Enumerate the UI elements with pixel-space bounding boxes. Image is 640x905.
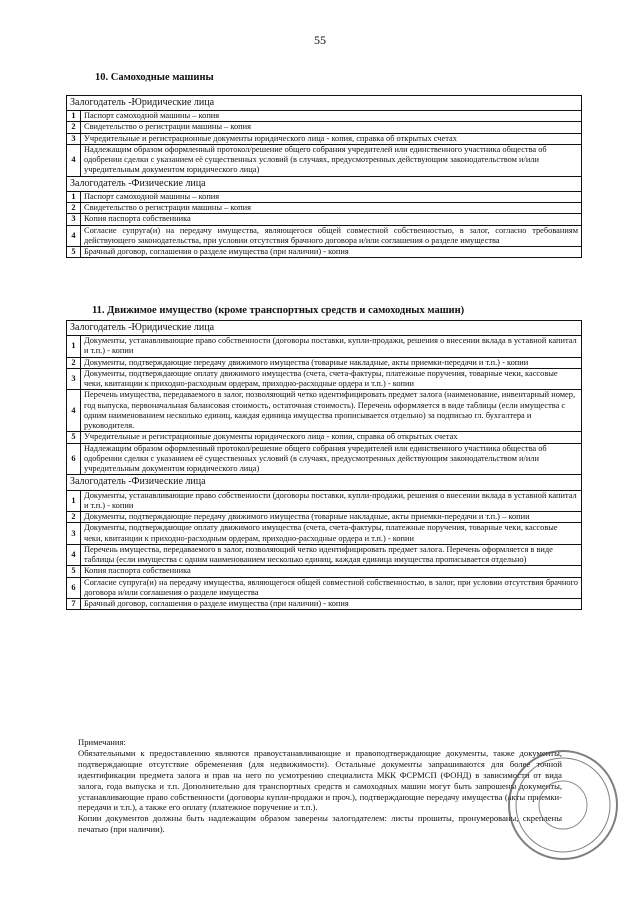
row-number: 1 bbox=[67, 191, 81, 202]
row-number: 3 bbox=[67, 368, 81, 390]
table-row bbox=[67, 122, 582, 133]
row-number: 4 bbox=[67, 544, 81, 566]
table-header-row bbox=[67, 96, 582, 111]
table-row bbox=[67, 512, 582, 523]
individuals-header: Залогодатель -Физические лица bbox=[67, 475, 582, 490]
row-number: 7 bbox=[67, 599, 81, 610]
table-header-row bbox=[67, 176, 582, 191]
table-row bbox=[67, 599, 582, 610]
table-row bbox=[67, 490, 582, 512]
notes-heading: Примечания: bbox=[78, 737, 126, 747]
legal-entities-header: Залогодатель -Юридические лица bbox=[67, 96, 582, 111]
table-row bbox=[67, 368, 582, 390]
row-number: 1 bbox=[67, 490, 81, 512]
table-row bbox=[67, 214, 582, 225]
row-number: 1 bbox=[67, 111, 81, 122]
row-number: 4 bbox=[67, 144, 81, 176]
row-text: Документы, устанавливающие право собственности (договоры поставки, купли-продажи, решения о внесении вклада в уставной капитал и т.п.) - копии bbox=[81, 336, 582, 358]
table-row bbox=[67, 544, 582, 566]
row-text: Согласие супруга(и) на передачу имущества, являющегося общей совместной собственностью, в залог, при условии отсутствия брачного договора и/или соглашения о разделе имущества bbox=[81, 577, 582, 599]
row-text: Документы, подтверждающие передачу движимого имущества (товарные накладные, акты приемки-передачи и т.п.) - копии bbox=[81, 357, 582, 368]
row-number: 3 bbox=[67, 133, 81, 144]
table-row bbox=[67, 247, 582, 258]
row-number: 1 bbox=[67, 336, 81, 358]
row-number: 3 bbox=[67, 214, 81, 225]
row-text: Документы, устанавливающие право собственности (договоры поставки, купли-продажи, решения о внесении вклада в уставной капитал и т.п.) - копии bbox=[81, 490, 582, 512]
notes-paragraph: Обязательными к предоставлению являются правоустанавливающие и правоподтверждающие документы, также документы, подтверждающие отсутствие обременения (для недвижимости). Остальные документы запрашиваются для более точной идентификации предмета залога и прав на него по усмотрению специалиста МКК ФСРМСП (ФОНД) в зависимости от вида залога, года выпуска и т.п. Дополнительно для транспортных средств и самоходных машин могут быть запрошены документы, устанавливающие право собственности (договоры купли-продажи и проч.), подтверждающие передачу имущества (акты приемки-передачи и т.п.), а также его оплату (платежное поручение и т.п.). bbox=[78, 747, 562, 813]
table-header-row bbox=[67, 475, 582, 490]
stamp-seal-icon bbox=[503, 745, 623, 865]
table-header-row bbox=[67, 321, 582, 336]
row-number: 2 bbox=[67, 512, 81, 523]
table-row bbox=[67, 133, 582, 144]
notes-paragraph: Копии документов должны быть надлежащим образом заверены залогодателем: листы прошиты, пронумерованы, скреплены печатью (при наличии). bbox=[78, 813, 562, 835]
row-number: 2 bbox=[67, 357, 81, 368]
row-text: Брачный договор, соглашения о разделе имущества (при наличии) - копия bbox=[81, 599, 582, 610]
row-text: Свидетельство о регистрации машины – копия bbox=[81, 203, 582, 214]
table-row bbox=[67, 203, 582, 214]
page-number: 55 bbox=[314, 33, 326, 47]
table-row bbox=[67, 577, 582, 599]
table-row bbox=[67, 111, 582, 122]
table-row bbox=[67, 566, 582, 577]
legal-entities-header: Залогодатель -Юридические лица bbox=[67, 321, 582, 336]
row-text: Документы, подтверждающие оплату движимого имущества (счета, счета-фактуры, платежные поручения, товарные чеки, кассовые чеки, квитанции к приходно-расходным ордерам, приходно-расходные ордера и т.п.) - копии bbox=[81, 368, 582, 390]
row-text: Свидетельство о регистрации машины – копия bbox=[81, 122, 582, 133]
row-number: 2 bbox=[67, 122, 81, 133]
table-row bbox=[67, 225, 582, 247]
row-number: 5 bbox=[67, 247, 81, 258]
table-row bbox=[67, 336, 582, 358]
row-number: 5 bbox=[67, 566, 81, 577]
row-number: 6 bbox=[67, 443, 81, 475]
row-text: Документы, подтверждающие оплату движимого имущества (счета, счета-фактуры, платежные поручения, товарные чеки, кассовые чеки, квитанции к приходно-расходным ордерам, приходно-расходные ордера и т.п.) - копии bbox=[81, 523, 582, 545]
row-number: 5 bbox=[67, 432, 81, 443]
notes-block bbox=[78, 737, 562, 835]
row-text: Паспорт самоходной машины – копия bbox=[81, 191, 582, 202]
row-text: Согласие супруга(и) на передачу имущества, являющегося общей совместной собственностью, в залог, согласно требованиям действующего законодательства, при условии отсутствия брачного договора и/или соглашения о разделе имущества bbox=[81, 225, 582, 247]
row-text: Документы, подтверждающие передачу движимого имущества (товарные накладные, акты приемки-передачи и т.п.) – копии bbox=[81, 512, 582, 523]
table-row bbox=[67, 443, 582, 475]
row-text: Надлежащим образом оформленный протокол/решение общего собрания учредителей или единственного участника общества об одобрении сделки с указанием её существенных условий (в случаях, предусмотренных действующим законодательством и/или учредительным документом юридического лица) bbox=[81, 443, 582, 475]
row-text: Учредительные и регистрационные документы юридического лица - копия, справка об открытых счетах bbox=[81, 133, 582, 144]
table-row bbox=[67, 357, 582, 368]
row-text: Надлежащим образом оформленный протокол/решение общего собрания учредителей или единственного участника общества об одобрении сделки с указанием её существенных условий (в случаях, предусмотренных действующим законодательством и/или учредительным документом юридического лица) bbox=[81, 144, 582, 176]
individuals-header: Залогодатель -Физические лица bbox=[67, 176, 582, 191]
row-text: Брачный договор, соглашения о разделе имущества (при наличии) - копия bbox=[81, 247, 582, 258]
table-row bbox=[67, 523, 582, 545]
section-11-title: 11. Движимое имущество (кроме транспортных средств и самоходных машин) bbox=[92, 305, 465, 316]
row-text: Учредительные и регистрационные документы юридического лица - копии, справка об открытых счетах bbox=[81, 432, 582, 443]
row-number: 2 bbox=[67, 203, 81, 214]
table-row bbox=[67, 390, 582, 432]
section-10-title: 10. Самоходные машины bbox=[95, 72, 214, 83]
row-number: 4 bbox=[67, 390, 81, 432]
table-row bbox=[67, 432, 582, 443]
row-text: Паспорт самоходной машины – копия bbox=[81, 111, 582, 122]
row-text: Перечень имущества, передаваемого в залог, позволяющий четко идентифицировать предмет залога (наименование, инвентарный номер, год выпуска, первоначальная балансовая стоимость, остаточная стоимость). Перечень оформляется в виде таблицы (если имущества с одним наименованием несколько единиц, каждая единица имущества прописывается отдельно) за подписью гл. бухгалтера и руководителя. bbox=[81, 390, 582, 432]
row-text: Копия паспорта собственника bbox=[81, 566, 582, 577]
section-11-table bbox=[66, 320, 582, 610]
table-row bbox=[67, 144, 582, 176]
table-row bbox=[67, 191, 582, 202]
row-text: Копия паспорта собственника bbox=[81, 214, 582, 225]
row-number: 4 bbox=[67, 225, 81, 247]
row-number: 6 bbox=[67, 577, 81, 599]
row-text: Перечень имущества, передаваемого в залог, позволяющий четко идентифицировать предмет залога. Перечень оформляется в виде таблицы (если имущества с одним наименованием несколько единиц, каждая единица имущества прописывается отдельно) bbox=[81, 544, 582, 566]
section-10-table bbox=[66, 95, 582, 258]
row-number: 3 bbox=[67, 523, 81, 545]
